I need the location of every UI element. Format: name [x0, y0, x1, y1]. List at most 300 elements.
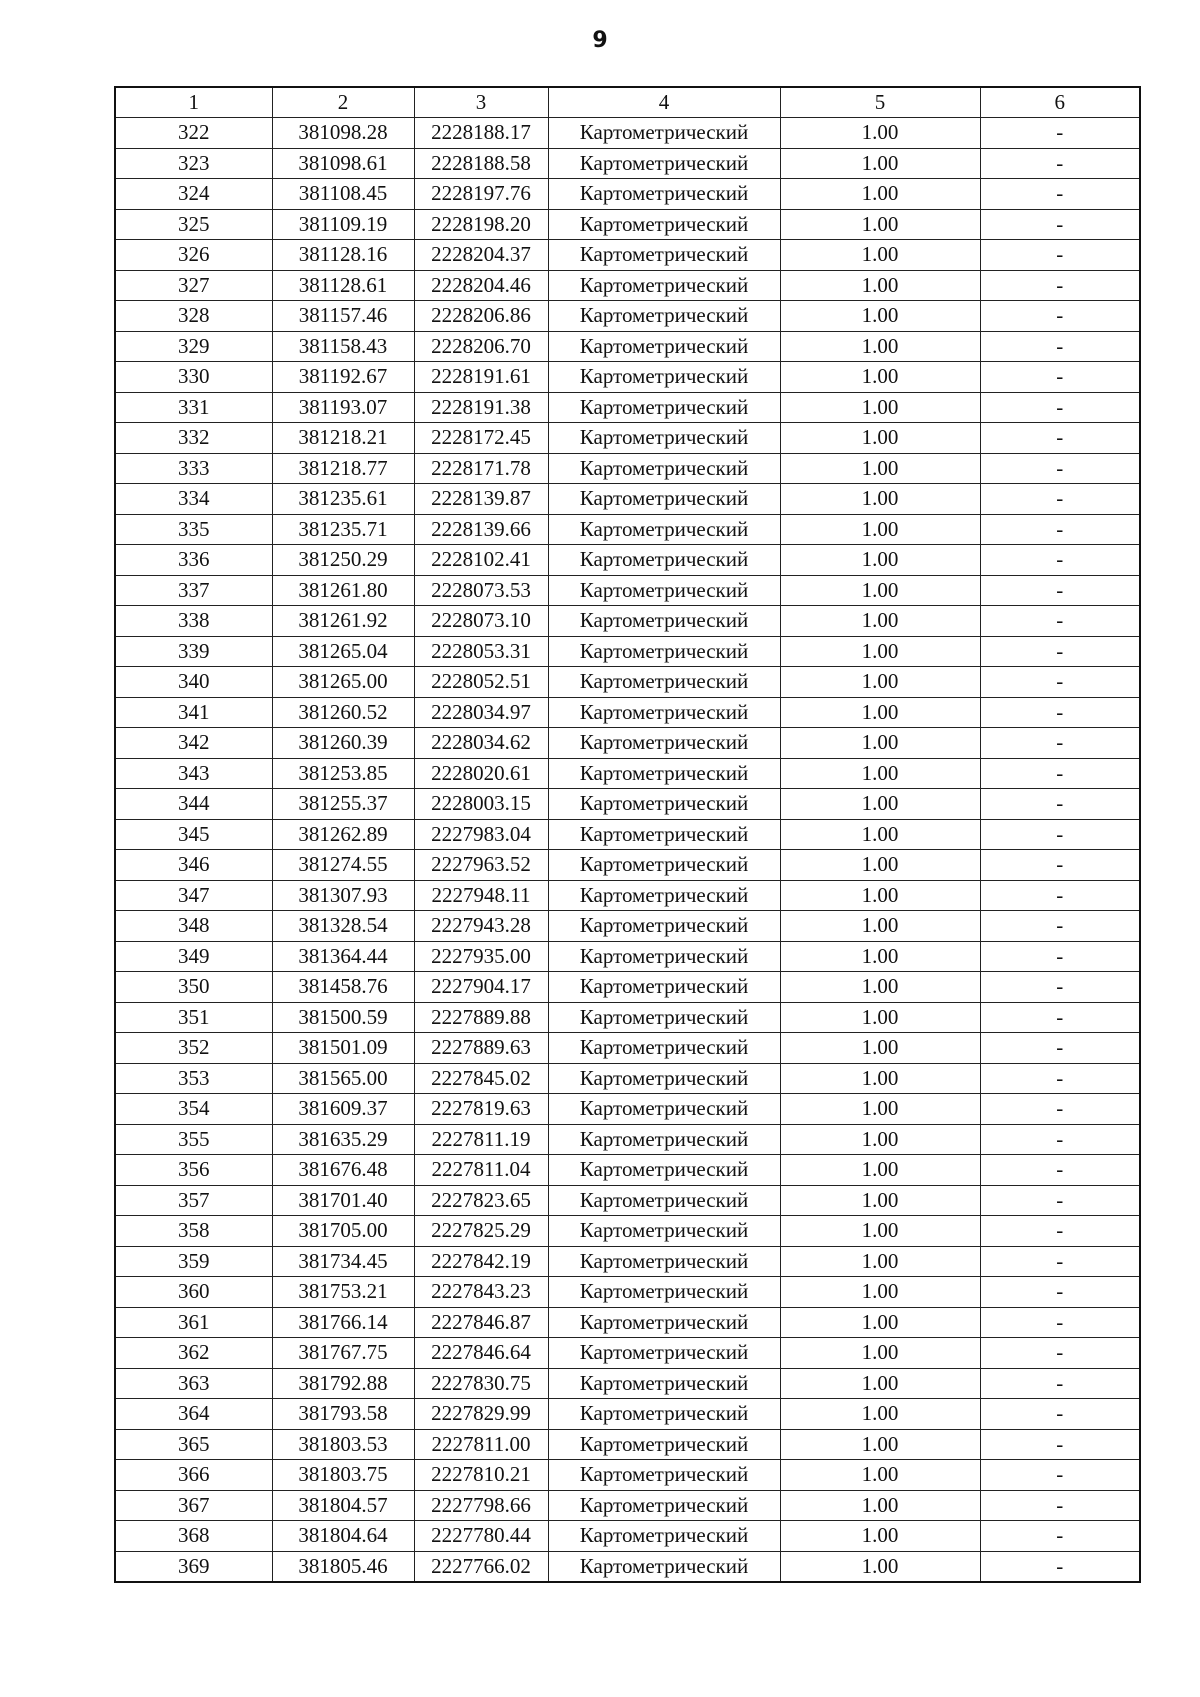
table-row	[115, 1399, 1140, 1430]
y-coordinate-cell: 2227819.63	[414, 1094, 548, 1125]
table-row	[115, 1063, 1140, 1094]
accuracy-cell: 1.00	[780, 1185, 980, 1216]
point-number-cell: 358	[115, 1216, 272, 1247]
method-cell: Картометрический	[548, 941, 780, 972]
table-row	[115, 301, 1140, 332]
method-cell: Картометрический	[548, 240, 780, 271]
method-cell: Картометрический	[548, 1063, 780, 1094]
point-number-cell: 345	[115, 819, 272, 850]
y-coordinate-cell: 2228188.17	[414, 118, 548, 149]
y-coordinate-cell: 2228198.20	[414, 209, 548, 240]
y-coordinate-cell: 2227889.88	[414, 1002, 548, 1033]
accuracy-cell: 1.00	[780, 636, 980, 667]
point-number-cell: 352	[115, 1033, 272, 1064]
description-cell: -	[980, 728, 1140, 759]
method-cell: Картометрический	[548, 514, 780, 545]
point-number-cell: 330	[115, 362, 272, 393]
table-row	[115, 1246, 1140, 1277]
y-coordinate-cell: 2227825.29	[414, 1216, 548, 1247]
description-cell: -	[980, 972, 1140, 1003]
point-number-cell: 362	[115, 1338, 272, 1369]
accuracy-cell: 1.00	[780, 1399, 980, 1430]
description-cell: -	[980, 392, 1140, 423]
point-number-cell: 347	[115, 880, 272, 911]
description-cell: -	[980, 1429, 1140, 1460]
point-number-cell: 360	[115, 1277, 272, 1308]
point-number-cell: 325	[115, 209, 272, 240]
method-cell: Картометрический	[548, 331, 780, 362]
description-cell: -	[980, 209, 1140, 240]
method-cell: Картометрический	[548, 362, 780, 393]
coordinates-table	[114, 86, 1141, 1583]
description-cell: -	[980, 1521, 1140, 1552]
accuracy-cell: 1.00	[780, 850, 980, 881]
y-coordinate-cell: 2227811.19	[414, 1124, 548, 1155]
method-cell: Картометрический	[548, 1002, 780, 1033]
table-row	[115, 606, 1140, 637]
accuracy-cell: 1.00	[780, 880, 980, 911]
y-coordinate-cell: 2228073.53	[414, 575, 548, 606]
method-cell: Картометрический	[548, 1124, 780, 1155]
table-row	[115, 667, 1140, 698]
description-cell: -	[980, 453, 1140, 484]
x-coordinate-cell: 381098.28	[272, 118, 414, 149]
description-cell: -	[980, 1063, 1140, 1094]
x-coordinate-cell: 381262.89	[272, 819, 414, 850]
x-coordinate-cell: 381128.16	[272, 240, 414, 271]
y-coordinate-cell: 2228003.15	[414, 789, 548, 820]
x-coordinate-cell: 381158.43	[272, 331, 414, 362]
method-cell: Картометрический	[548, 453, 780, 484]
accuracy-cell: 1.00	[780, 789, 980, 820]
accuracy-cell: 1.00	[780, 1094, 980, 1125]
point-number-cell: 354	[115, 1094, 272, 1125]
accuracy-cell: 1.00	[780, 1216, 980, 1247]
y-coordinate-cell: 2227983.04	[414, 819, 548, 850]
method-cell: Картометрический	[548, 1033, 780, 1064]
method-cell: Картометрический	[548, 545, 780, 576]
description-cell: -	[980, 331, 1140, 362]
accuracy-cell: 1.00	[780, 1429, 980, 1460]
x-coordinate-cell: 381792.88	[272, 1368, 414, 1399]
y-coordinate-cell: 2227935.00	[414, 941, 548, 972]
column-header-6: 6	[980, 87, 1140, 118]
y-coordinate-cell: 2227845.02	[414, 1063, 548, 1094]
point-number-cell: 353	[115, 1063, 272, 1094]
x-coordinate-cell: 381753.21	[272, 1277, 414, 1308]
point-number-cell: 351	[115, 1002, 272, 1033]
description-cell: -	[980, 758, 1140, 789]
y-coordinate-cell: 2228139.87	[414, 484, 548, 515]
description-cell: -	[980, 1002, 1140, 1033]
method-cell: Картометрический	[548, 1094, 780, 1125]
accuracy-cell: 1.00	[780, 1307, 980, 1338]
accuracy-cell: 1.00	[780, 453, 980, 484]
description-cell: -	[980, 362, 1140, 393]
description-cell: -	[980, 575, 1140, 606]
x-coordinate-cell: 381255.37	[272, 789, 414, 820]
x-coordinate-cell: 381265.04	[272, 636, 414, 667]
x-coordinate-cell: 381108.45	[272, 179, 414, 210]
x-coordinate-cell: 381705.00	[272, 1216, 414, 1247]
x-coordinate-cell: 381804.57	[272, 1490, 414, 1521]
x-coordinate-cell: 381235.71	[272, 514, 414, 545]
x-coordinate-cell: 381793.58	[272, 1399, 414, 1430]
table-row	[115, 941, 1140, 972]
table-row	[115, 453, 1140, 484]
method-cell: Картометрический	[548, 667, 780, 698]
point-number-cell: 346	[115, 850, 272, 881]
y-coordinate-cell: 2228204.37	[414, 240, 548, 271]
accuracy-cell: 1.00	[780, 697, 980, 728]
method-cell: Картометрический	[548, 1460, 780, 1491]
x-coordinate-cell: 381098.61	[272, 148, 414, 179]
description-cell: -	[980, 1033, 1140, 1064]
method-cell: Картометрический	[548, 423, 780, 454]
table-row	[115, 1033, 1140, 1064]
method-cell: Картометрический	[548, 697, 780, 728]
column-header-2: 2	[272, 87, 414, 118]
accuracy-cell: 1.00	[780, 392, 980, 423]
accuracy-cell: 1.00	[780, 728, 980, 759]
x-coordinate-cell: 381609.37	[272, 1094, 414, 1125]
table-row	[115, 789, 1140, 820]
description-cell: -	[980, 850, 1140, 881]
x-coordinate-cell: 381157.46	[272, 301, 414, 332]
x-coordinate-cell: 381307.93	[272, 880, 414, 911]
description-cell: -	[980, 484, 1140, 515]
x-coordinate-cell: 381805.46	[272, 1551, 414, 1582]
point-number-cell: 348	[115, 911, 272, 942]
point-number-cell: 367	[115, 1490, 272, 1521]
x-coordinate-cell: 381803.75	[272, 1460, 414, 1491]
x-coordinate-cell: 381803.53	[272, 1429, 414, 1460]
y-coordinate-cell: 2228206.86	[414, 301, 548, 332]
method-cell: Картометрический	[548, 209, 780, 240]
description-cell: -	[980, 270, 1140, 301]
accuracy-cell: 1.00	[780, 758, 980, 789]
description-cell: -	[980, 911, 1140, 942]
method-cell: Картометрический	[548, 118, 780, 149]
table-row	[115, 1277, 1140, 1308]
table-row	[115, 1368, 1140, 1399]
table-row	[115, 819, 1140, 850]
x-coordinate-cell: 381804.64	[272, 1521, 414, 1552]
description-cell: -	[980, 819, 1140, 850]
table-row	[115, 575, 1140, 606]
accuracy-cell: 1.00	[780, 1033, 980, 1064]
accuracy-cell: 1.00	[780, 1368, 980, 1399]
description-cell: -	[980, 1399, 1140, 1430]
method-cell: Картометрический	[548, 819, 780, 850]
table-row	[115, 423, 1140, 454]
method-cell: Картометрический	[548, 789, 780, 820]
table-row	[115, 636, 1140, 667]
y-coordinate-cell: 2228204.46	[414, 270, 548, 301]
accuracy-cell: 1.00	[780, 270, 980, 301]
method-cell: Картометрический	[548, 301, 780, 332]
x-coordinate-cell: 381260.52	[272, 697, 414, 728]
method-cell: Картометрический	[548, 484, 780, 515]
point-number-cell: 349	[115, 941, 272, 972]
y-coordinate-cell: 2228191.61	[414, 362, 548, 393]
table-row	[115, 1002, 1140, 1033]
x-coordinate-cell: 381250.29	[272, 545, 414, 576]
method-cell: Картометрический	[548, 880, 780, 911]
y-coordinate-cell: 2228034.62	[414, 728, 548, 759]
method-cell: Картометрический	[548, 1551, 780, 1582]
point-number-cell: 334	[115, 484, 272, 515]
y-coordinate-cell: 2228034.97	[414, 697, 548, 728]
x-coordinate-cell: 381734.45	[272, 1246, 414, 1277]
y-coordinate-cell: 2227766.02	[414, 1551, 548, 1582]
description-cell: -	[980, 514, 1140, 545]
accuracy-cell: 1.00	[780, 1460, 980, 1491]
x-coordinate-cell: 381501.09	[272, 1033, 414, 1064]
accuracy-cell: 1.00	[780, 118, 980, 149]
description-cell: -	[980, 1246, 1140, 1277]
y-coordinate-cell: 2227830.75	[414, 1368, 548, 1399]
y-coordinate-cell: 2228191.38	[414, 392, 548, 423]
point-number-cell: 343	[115, 758, 272, 789]
point-number-cell: 359	[115, 1246, 272, 1277]
accuracy-cell: 1.00	[780, 240, 980, 271]
point-number-cell: 339	[115, 636, 272, 667]
accuracy-cell: 1.00	[780, 667, 980, 698]
x-coordinate-cell: 381635.29	[272, 1124, 414, 1155]
table-row	[115, 972, 1140, 1003]
table-row	[115, 1490, 1140, 1521]
point-number-cell: 361	[115, 1307, 272, 1338]
table-row	[115, 1460, 1140, 1491]
table-row	[115, 179, 1140, 210]
y-coordinate-cell: 2228171.78	[414, 453, 548, 484]
x-coordinate-cell: 381766.14	[272, 1307, 414, 1338]
x-coordinate-cell: 381500.59	[272, 1002, 414, 1033]
point-number-cell: 333	[115, 453, 272, 484]
method-cell: Картометрический	[548, 1185, 780, 1216]
table-row	[115, 1094, 1140, 1125]
description-cell: -	[980, 789, 1140, 820]
table-row	[115, 209, 1140, 240]
y-coordinate-cell: 2227943.28	[414, 911, 548, 942]
y-coordinate-cell: 2228020.61	[414, 758, 548, 789]
x-coordinate-cell: 381364.44	[272, 941, 414, 972]
method-cell: Картометрический	[548, 575, 780, 606]
point-number-cell: 326	[115, 240, 272, 271]
description-cell: -	[980, 1307, 1140, 1338]
point-number-cell: 336	[115, 545, 272, 576]
point-number-cell: 338	[115, 606, 272, 637]
page-number: 9	[592, 28, 608, 53]
point-number-cell: 328	[115, 301, 272, 332]
x-coordinate-cell: 381328.54	[272, 911, 414, 942]
table-row	[115, 728, 1140, 759]
point-number-cell: 332	[115, 423, 272, 454]
method-cell: Картометрический	[548, 1429, 780, 1460]
table-row	[115, 148, 1140, 179]
point-number-cell: 331	[115, 392, 272, 423]
method-cell: Картометрический	[548, 1368, 780, 1399]
x-coordinate-cell: 381261.80	[272, 575, 414, 606]
table-row	[115, 392, 1140, 423]
table-row	[115, 270, 1140, 301]
y-coordinate-cell: 2227904.17	[414, 972, 548, 1003]
table-row	[115, 118, 1140, 149]
y-coordinate-cell: 2227948.11	[414, 880, 548, 911]
point-number-cell: 342	[115, 728, 272, 759]
x-coordinate-cell: 381218.21	[272, 423, 414, 454]
x-coordinate-cell: 381235.61	[272, 484, 414, 515]
table-row	[115, 1429, 1140, 1460]
y-coordinate-cell: 2227810.21	[414, 1460, 548, 1491]
accuracy-cell: 1.00	[780, 301, 980, 332]
table-row	[115, 1124, 1140, 1155]
point-number-cell: 341	[115, 697, 272, 728]
accuracy-cell: 1.00	[780, 545, 980, 576]
y-coordinate-cell: 2228139.66	[414, 514, 548, 545]
accuracy-cell: 1.00	[780, 819, 980, 850]
method-cell: Картометрический	[548, 1246, 780, 1277]
table-row	[115, 1338, 1140, 1369]
x-coordinate-cell: 381274.55	[272, 850, 414, 881]
header-row	[115, 87, 1140, 118]
description-cell: -	[980, 1094, 1140, 1125]
y-coordinate-cell: 2227811.00	[414, 1429, 548, 1460]
y-coordinate-cell: 2227780.44	[414, 1521, 548, 1552]
x-coordinate-cell: 381565.00	[272, 1063, 414, 1094]
description-cell: -	[980, 301, 1140, 332]
accuracy-cell: 1.00	[780, 941, 980, 972]
method-cell: Картометрический	[548, 1490, 780, 1521]
point-number-cell: 322	[115, 118, 272, 149]
description-cell: -	[980, 1124, 1140, 1155]
description-cell: -	[980, 118, 1140, 149]
accuracy-cell: 1.00	[780, 331, 980, 362]
point-number-cell: 327	[115, 270, 272, 301]
column-header-4: 4	[548, 87, 780, 118]
table-row	[115, 1155, 1140, 1186]
x-coordinate-cell: 381109.19	[272, 209, 414, 240]
table-row	[115, 1551, 1140, 1582]
y-coordinate-cell: 2228073.10	[414, 606, 548, 637]
accuracy-cell: 1.00	[780, 1124, 980, 1155]
point-number-cell: 324	[115, 179, 272, 210]
point-number-cell: 335	[115, 514, 272, 545]
y-coordinate-cell: 2227846.87	[414, 1307, 548, 1338]
y-coordinate-cell: 2227811.04	[414, 1155, 548, 1186]
method-cell: Картометрический	[548, 148, 780, 179]
x-coordinate-cell: 381193.07	[272, 392, 414, 423]
description-cell: -	[980, 1460, 1140, 1491]
point-number-cell: 366	[115, 1460, 272, 1491]
y-coordinate-cell: 2228206.70	[414, 331, 548, 362]
method-cell: Картометрический	[548, 972, 780, 1003]
accuracy-cell: 1.00	[780, 484, 980, 515]
table-row	[115, 484, 1140, 515]
accuracy-cell: 1.00	[780, 1277, 980, 1308]
description-cell: -	[980, 148, 1140, 179]
point-number-cell: 355	[115, 1124, 272, 1155]
table-row	[115, 1216, 1140, 1247]
point-number-cell: 323	[115, 148, 272, 179]
description-cell: -	[980, 667, 1140, 698]
accuracy-cell: 1.00	[780, 1002, 980, 1033]
y-coordinate-cell: 2227823.65	[414, 1185, 548, 1216]
method-cell: Картометрический	[548, 179, 780, 210]
description-cell: -	[980, 1338, 1140, 1369]
table-row	[115, 850, 1140, 881]
x-coordinate-cell: 381767.75	[272, 1338, 414, 1369]
table-body	[115, 118, 1140, 1583]
table-row	[115, 545, 1140, 576]
x-coordinate-cell: 381458.76	[272, 972, 414, 1003]
description-cell: -	[980, 423, 1140, 454]
y-coordinate-cell: 2228053.31	[414, 636, 548, 667]
accuracy-cell: 1.00	[780, 575, 980, 606]
table-row	[115, 514, 1140, 545]
description-cell: -	[980, 1368, 1140, 1399]
accuracy-cell: 1.00	[780, 209, 980, 240]
table-row	[115, 362, 1140, 393]
description-cell: -	[980, 941, 1140, 972]
y-coordinate-cell: 2228172.45	[414, 423, 548, 454]
point-number-cell: 363	[115, 1368, 272, 1399]
method-cell: Картометрический	[548, 911, 780, 942]
accuracy-cell: 1.00	[780, 1490, 980, 1521]
y-coordinate-cell: 2227843.23	[414, 1277, 548, 1308]
table-row	[115, 697, 1140, 728]
method-cell: Картометрический	[548, 850, 780, 881]
accuracy-cell: 1.00	[780, 514, 980, 545]
description-cell: -	[980, 240, 1140, 271]
accuracy-cell: 1.00	[780, 972, 980, 1003]
method-cell: Картометрический	[548, 1307, 780, 1338]
y-coordinate-cell: 2227798.66	[414, 1490, 548, 1521]
description-cell: -	[980, 1551, 1140, 1582]
method-cell: Картометрический	[548, 606, 780, 637]
y-coordinate-cell: 2228197.76	[414, 179, 548, 210]
x-coordinate-cell: 381676.48	[272, 1155, 414, 1186]
point-number-cell: 344	[115, 789, 272, 820]
method-cell: Картометрический	[548, 392, 780, 423]
point-number-cell: 357	[115, 1185, 272, 1216]
y-coordinate-cell: 2227846.64	[414, 1338, 548, 1369]
point-number-cell: 364	[115, 1399, 272, 1430]
y-coordinate-cell: 2228188.58	[414, 148, 548, 179]
method-cell: Картометрический	[548, 1155, 780, 1186]
accuracy-cell: 1.00	[780, 911, 980, 942]
x-coordinate-cell: 381260.39	[272, 728, 414, 759]
table-row	[115, 1185, 1140, 1216]
y-coordinate-cell: 2227889.63	[414, 1033, 548, 1064]
x-coordinate-cell: 381265.00	[272, 667, 414, 698]
y-coordinate-cell: 2227829.99	[414, 1399, 548, 1430]
description-cell: -	[980, 545, 1140, 576]
method-cell: Картометрический	[548, 758, 780, 789]
x-coordinate-cell: 381261.92	[272, 606, 414, 637]
method-cell: Картометрический	[548, 728, 780, 759]
description-cell: -	[980, 636, 1140, 667]
accuracy-cell: 1.00	[780, 362, 980, 393]
accuracy-cell: 1.00	[780, 606, 980, 637]
point-number-cell: 340	[115, 667, 272, 698]
description-cell: -	[980, 179, 1140, 210]
y-coordinate-cell: 2228052.51	[414, 667, 548, 698]
accuracy-cell: 1.00	[780, 1551, 980, 1582]
x-coordinate-cell: 381253.85	[272, 758, 414, 789]
description-cell: -	[980, 1216, 1140, 1247]
